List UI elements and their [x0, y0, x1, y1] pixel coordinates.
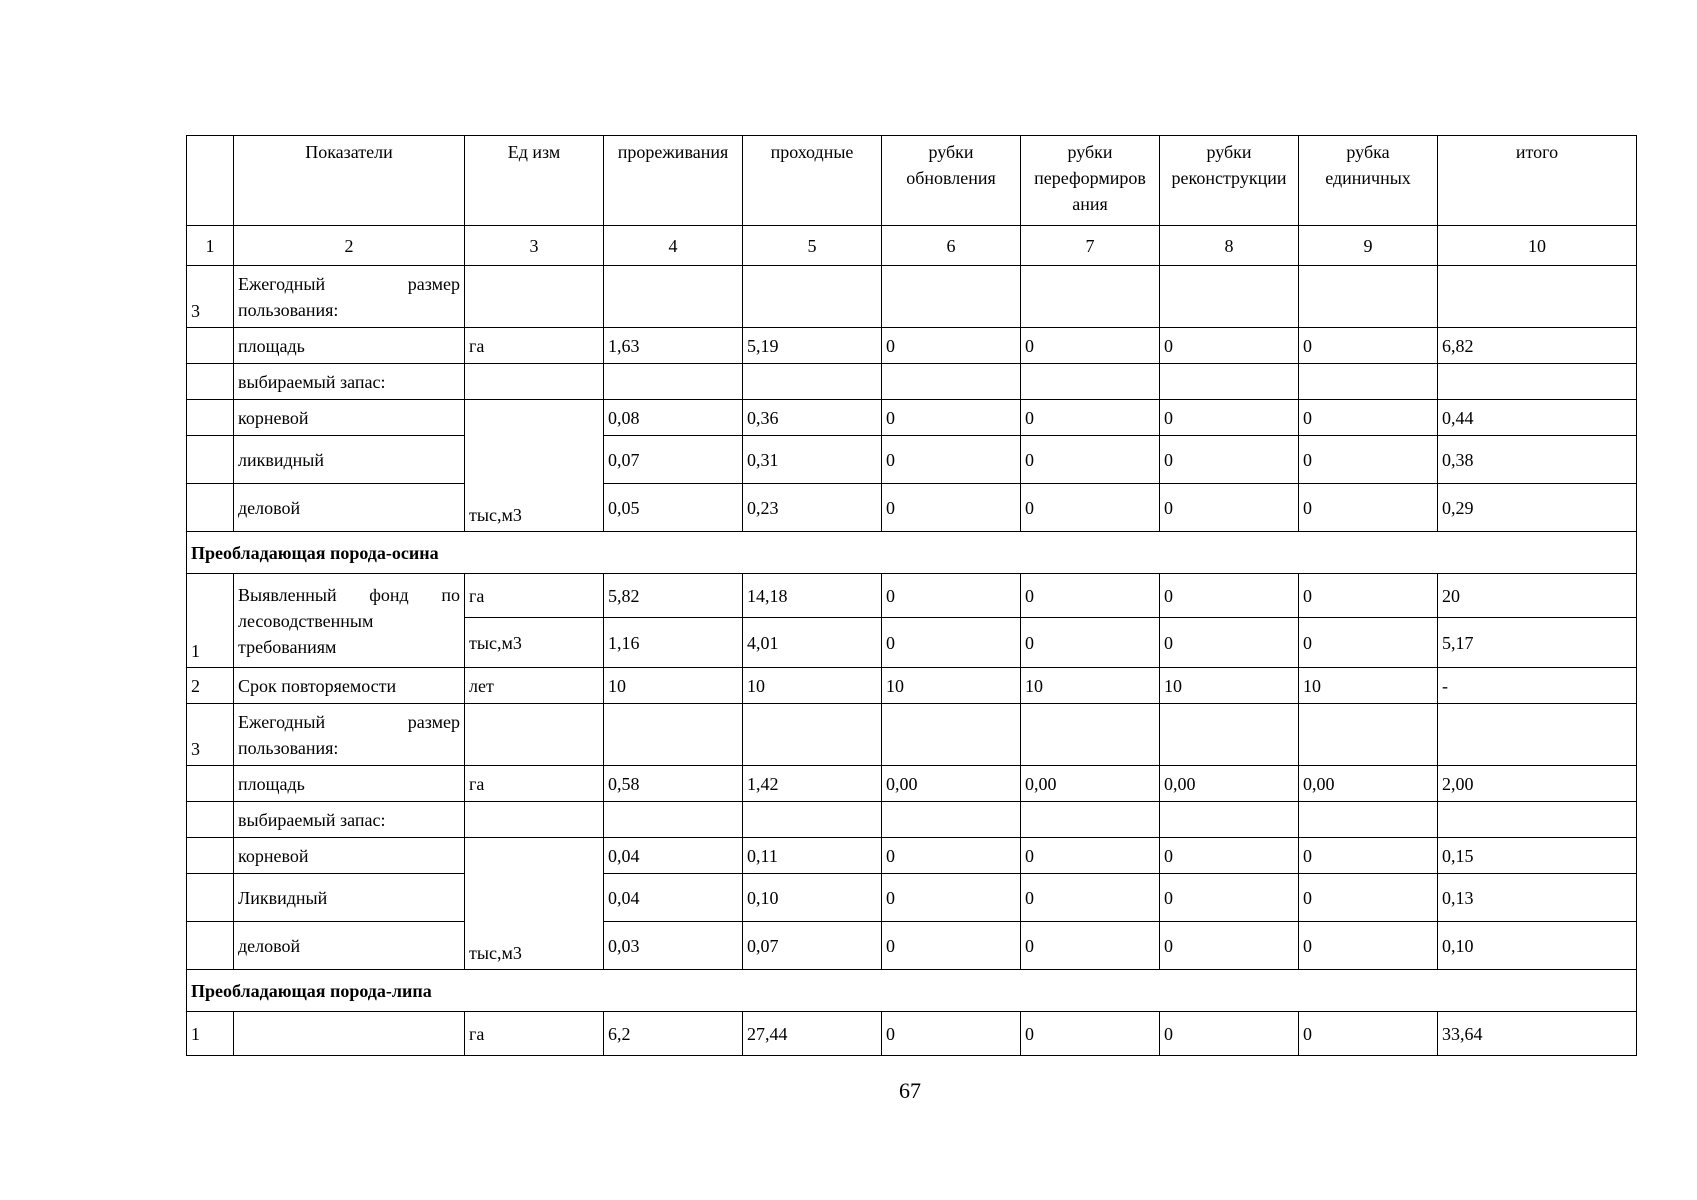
column-number: 10 [1438, 226, 1637, 266]
value-cell: 0 [1021, 1012, 1160, 1056]
total-cell: 0,44 [1438, 400, 1637, 436]
value-cell: 0 [1299, 328, 1438, 364]
row-number [187, 838, 234, 874]
empty-cell [604, 364, 743, 400]
table-row [187, 400, 1637, 436]
unit-cell: тыс,м3 [465, 618, 604, 668]
column-number: 5 [743, 226, 882, 266]
row-number [187, 400, 234, 436]
value-cell: 0 [1160, 328, 1299, 364]
table-row [187, 668, 1637, 704]
row-number [187, 484, 234, 532]
row-number: 1 [187, 1012, 234, 1056]
value-cell: 0,07 [743, 922, 882, 970]
empty-cell [1438, 364, 1637, 400]
table-header-row [187, 136, 1637, 226]
total-cell: 6,82 [1438, 328, 1637, 364]
empty-cell [882, 266, 1021, 328]
row-number: 3 [187, 266, 234, 328]
value-cell: 0 [882, 1012, 1021, 1056]
value-cell: 0,05 [604, 484, 743, 532]
table-row [187, 1012, 1637, 1056]
row-number [187, 436, 234, 484]
table-row [187, 802, 1637, 838]
value-cell: 0 [1021, 618, 1160, 668]
value-cell: 0,03 [604, 922, 743, 970]
page-number: 67 [899, 1078, 921, 1103]
empty-cell [1160, 802, 1299, 838]
empty-cell [743, 704, 882, 766]
row-label: Выявленный фонд по лесоводственным требованиям [234, 574, 465, 668]
row-label: выбираемый запас: [234, 802, 465, 838]
section-row [187, 970, 1637, 1012]
row-number: 2 [187, 668, 234, 704]
value-cell: 1,16 [604, 618, 743, 668]
value-cell: 10 [1299, 668, 1438, 704]
empty-cell [1299, 802, 1438, 838]
empty-cell [882, 802, 1021, 838]
value-cell: 0,00 [1299, 766, 1438, 802]
value-cell: 0 [1299, 400, 1438, 436]
forestry-table [186, 135, 1637, 1056]
row-label: Ликвидный [234, 874, 465, 922]
header-cell: итого [1438, 136, 1637, 226]
value-cell: 0 [1160, 1012, 1299, 1056]
header-cell: Ед изм [465, 136, 604, 226]
header-cell: Показатели [234, 136, 465, 226]
value-cell: 0 [1299, 838, 1438, 874]
column-number: 9 [1299, 226, 1438, 266]
value-cell: 0,10 [743, 874, 882, 922]
value-cell: 0 [882, 400, 1021, 436]
empty-cell [1160, 364, 1299, 400]
value-cell: 0 [882, 484, 1021, 532]
value-cell: 27,44 [743, 1012, 882, 1056]
empty-cell [465, 364, 604, 400]
table-row [187, 766, 1637, 802]
value-cell: 0 [1021, 922, 1160, 970]
column-number-row [187, 226, 1637, 266]
row-number: 3 [187, 704, 234, 766]
value-cell: 0 [1021, 484, 1160, 532]
header-cell: рубка единичных [1299, 136, 1438, 226]
value-cell: 4,01 [743, 618, 882, 668]
value-cell: 0 [1160, 436, 1299, 484]
row-label: деловой [234, 922, 465, 970]
row-label: Ежегодный размер пользования: [234, 704, 465, 766]
value-cell: 0,00 [1160, 766, 1299, 802]
column-number: 6 [882, 226, 1021, 266]
empty-cell [1438, 266, 1637, 328]
total-cell: 0,15 [1438, 838, 1637, 874]
total-cell: 33,64 [1438, 1012, 1637, 1056]
value-cell: 0 [882, 328, 1021, 364]
value-cell: 0 [882, 618, 1021, 668]
unit-cell: га [465, 328, 604, 364]
value-cell: 0 [1160, 874, 1299, 922]
empty-cell [604, 704, 743, 766]
section-heading: Преобладающая порода-осина [187, 532, 1637, 574]
total-cell: 2,00 [1438, 766, 1637, 802]
value-cell: 0 [1299, 436, 1438, 484]
row-number [187, 364, 234, 400]
total-cell: 0,10 [1438, 922, 1637, 970]
row-label: площадь [234, 766, 465, 802]
row-number [187, 802, 234, 838]
header-cell [187, 136, 234, 226]
table-row [187, 874, 1637, 922]
value-cell: 6,2 [604, 1012, 743, 1056]
value-cell: 0,07 [604, 436, 743, 484]
value-cell: 0 [1160, 574, 1299, 618]
empty-cell [604, 266, 743, 328]
unit-cell: тыс,м3 [465, 400, 604, 532]
value-cell: 0,00 [1021, 766, 1160, 802]
empty-cell [743, 364, 882, 400]
table-row [187, 574, 1637, 618]
total-cell: 0,38 [1438, 436, 1637, 484]
empty-cell [1438, 802, 1637, 838]
empty-cell [1299, 364, 1438, 400]
empty-cell [882, 704, 1021, 766]
unit-cell: тыс,м3 [465, 838, 604, 970]
empty-cell [465, 266, 604, 328]
empty-cell [1299, 704, 1438, 766]
column-number: 7 [1021, 226, 1160, 266]
value-cell: 0 [1299, 874, 1438, 922]
value-cell: 1,42 [743, 766, 882, 802]
value-cell: 0 [1160, 400, 1299, 436]
empty-cell [1021, 364, 1160, 400]
row-label: деловой [234, 484, 465, 532]
column-number: 3 [465, 226, 604, 266]
table-row [187, 436, 1637, 484]
value-cell: 0,11 [743, 838, 882, 874]
table-row [187, 484, 1637, 532]
row-number [187, 766, 234, 802]
row-label: Ежегодный размер пользования: [234, 266, 465, 328]
total-cell: 0,29 [1438, 484, 1637, 532]
value-cell: 0 [1021, 574, 1160, 618]
section-row [187, 532, 1637, 574]
empty-cell [743, 802, 882, 838]
row-label: корневой [234, 400, 465, 436]
row-number [187, 922, 234, 970]
empty-cell [1160, 704, 1299, 766]
total-cell: 0,13 [1438, 874, 1637, 922]
value-cell: 0 [1299, 574, 1438, 618]
value-cell: 0 [1021, 328, 1160, 364]
value-cell: 10 [1021, 668, 1160, 704]
unit-cell: га [465, 574, 604, 618]
table-row [187, 364, 1637, 400]
value-cell: 10 [604, 668, 743, 704]
column-number: 2 [234, 226, 465, 266]
value-cell: 0,04 [604, 874, 743, 922]
value-cell: 0,00 [882, 766, 1021, 802]
header-cell: рубки переформиров ания [1021, 136, 1160, 226]
value-cell: 1,63 [604, 328, 743, 364]
section-heading: Преобладающая порода-липа [187, 970, 1637, 1012]
value-cell: 0 [882, 874, 1021, 922]
value-cell: 0,04 [604, 838, 743, 874]
value-cell: 0,58 [604, 766, 743, 802]
value-cell: 0 [1160, 922, 1299, 970]
value-cell: 0 [1160, 484, 1299, 532]
table-row [187, 704, 1637, 766]
value-cell: 10 [743, 668, 882, 704]
value-cell: 10 [1160, 668, 1299, 704]
total-cell: 5,17 [1438, 618, 1637, 668]
value-cell: 0 [1299, 484, 1438, 532]
value-cell: 5,19 [743, 328, 882, 364]
row-label: корневой [234, 838, 465, 874]
row-label [234, 1012, 465, 1056]
table-row [187, 922, 1637, 970]
value-cell: 0 [882, 922, 1021, 970]
row-label: ликвидный [234, 436, 465, 484]
value-cell: 14,18 [743, 574, 882, 618]
empty-cell [743, 266, 882, 328]
total-cell: - [1438, 668, 1637, 704]
value-cell: 0,23 [743, 484, 882, 532]
value-cell: 0 [882, 436, 1021, 484]
empty-cell [465, 704, 604, 766]
value-cell: 0 [1021, 400, 1160, 436]
total-cell: 20 [1438, 574, 1637, 618]
value-cell: 0,36 [743, 400, 882, 436]
header-cell: рубки реконструкции [1160, 136, 1299, 226]
empty-cell [465, 802, 604, 838]
empty-cell [882, 364, 1021, 400]
value-cell: 0 [882, 574, 1021, 618]
unit-cell: лет [465, 668, 604, 704]
empty-cell [1438, 704, 1637, 766]
empty-cell [1160, 266, 1299, 328]
column-number: 1 [187, 226, 234, 266]
value-cell: 0 [1160, 618, 1299, 668]
column-number: 8 [1160, 226, 1299, 266]
empty-cell [1021, 802, 1160, 838]
header-cell: рубки обновления [882, 136, 1021, 226]
value-cell: 0,31 [743, 436, 882, 484]
value-cell: 0 [1299, 922, 1438, 970]
table-row [187, 838, 1637, 874]
header-cell: проходные [743, 136, 882, 226]
row-number: 1 [187, 574, 234, 668]
value-cell: 0 [1021, 436, 1160, 484]
unit-cell: га [465, 766, 604, 802]
value-cell: 0 [882, 838, 1021, 874]
column-number: 4 [604, 226, 743, 266]
header-cell: прореживания [604, 136, 743, 226]
row-label: площадь [234, 328, 465, 364]
value-cell: 0 [1160, 838, 1299, 874]
value-cell: 0 [1021, 874, 1160, 922]
unit-cell: га [465, 1012, 604, 1056]
table-row [187, 328, 1637, 364]
row-number [187, 874, 234, 922]
table-row [187, 266, 1637, 328]
value-cell: 0 [1299, 618, 1438, 668]
value-cell: 0,08 [604, 400, 743, 436]
row-label: Срок повторяемости [234, 668, 465, 704]
empty-cell [1021, 266, 1160, 328]
row-label: выбираемый запас: [234, 364, 465, 400]
value-cell: 5,82 [604, 574, 743, 618]
empty-cell [1021, 704, 1160, 766]
empty-cell [604, 802, 743, 838]
empty-cell [1299, 266, 1438, 328]
value-cell: 0 [1021, 838, 1160, 874]
value-cell: 10 [882, 668, 1021, 704]
value-cell: 0 [1299, 1012, 1438, 1056]
row-number [187, 328, 234, 364]
